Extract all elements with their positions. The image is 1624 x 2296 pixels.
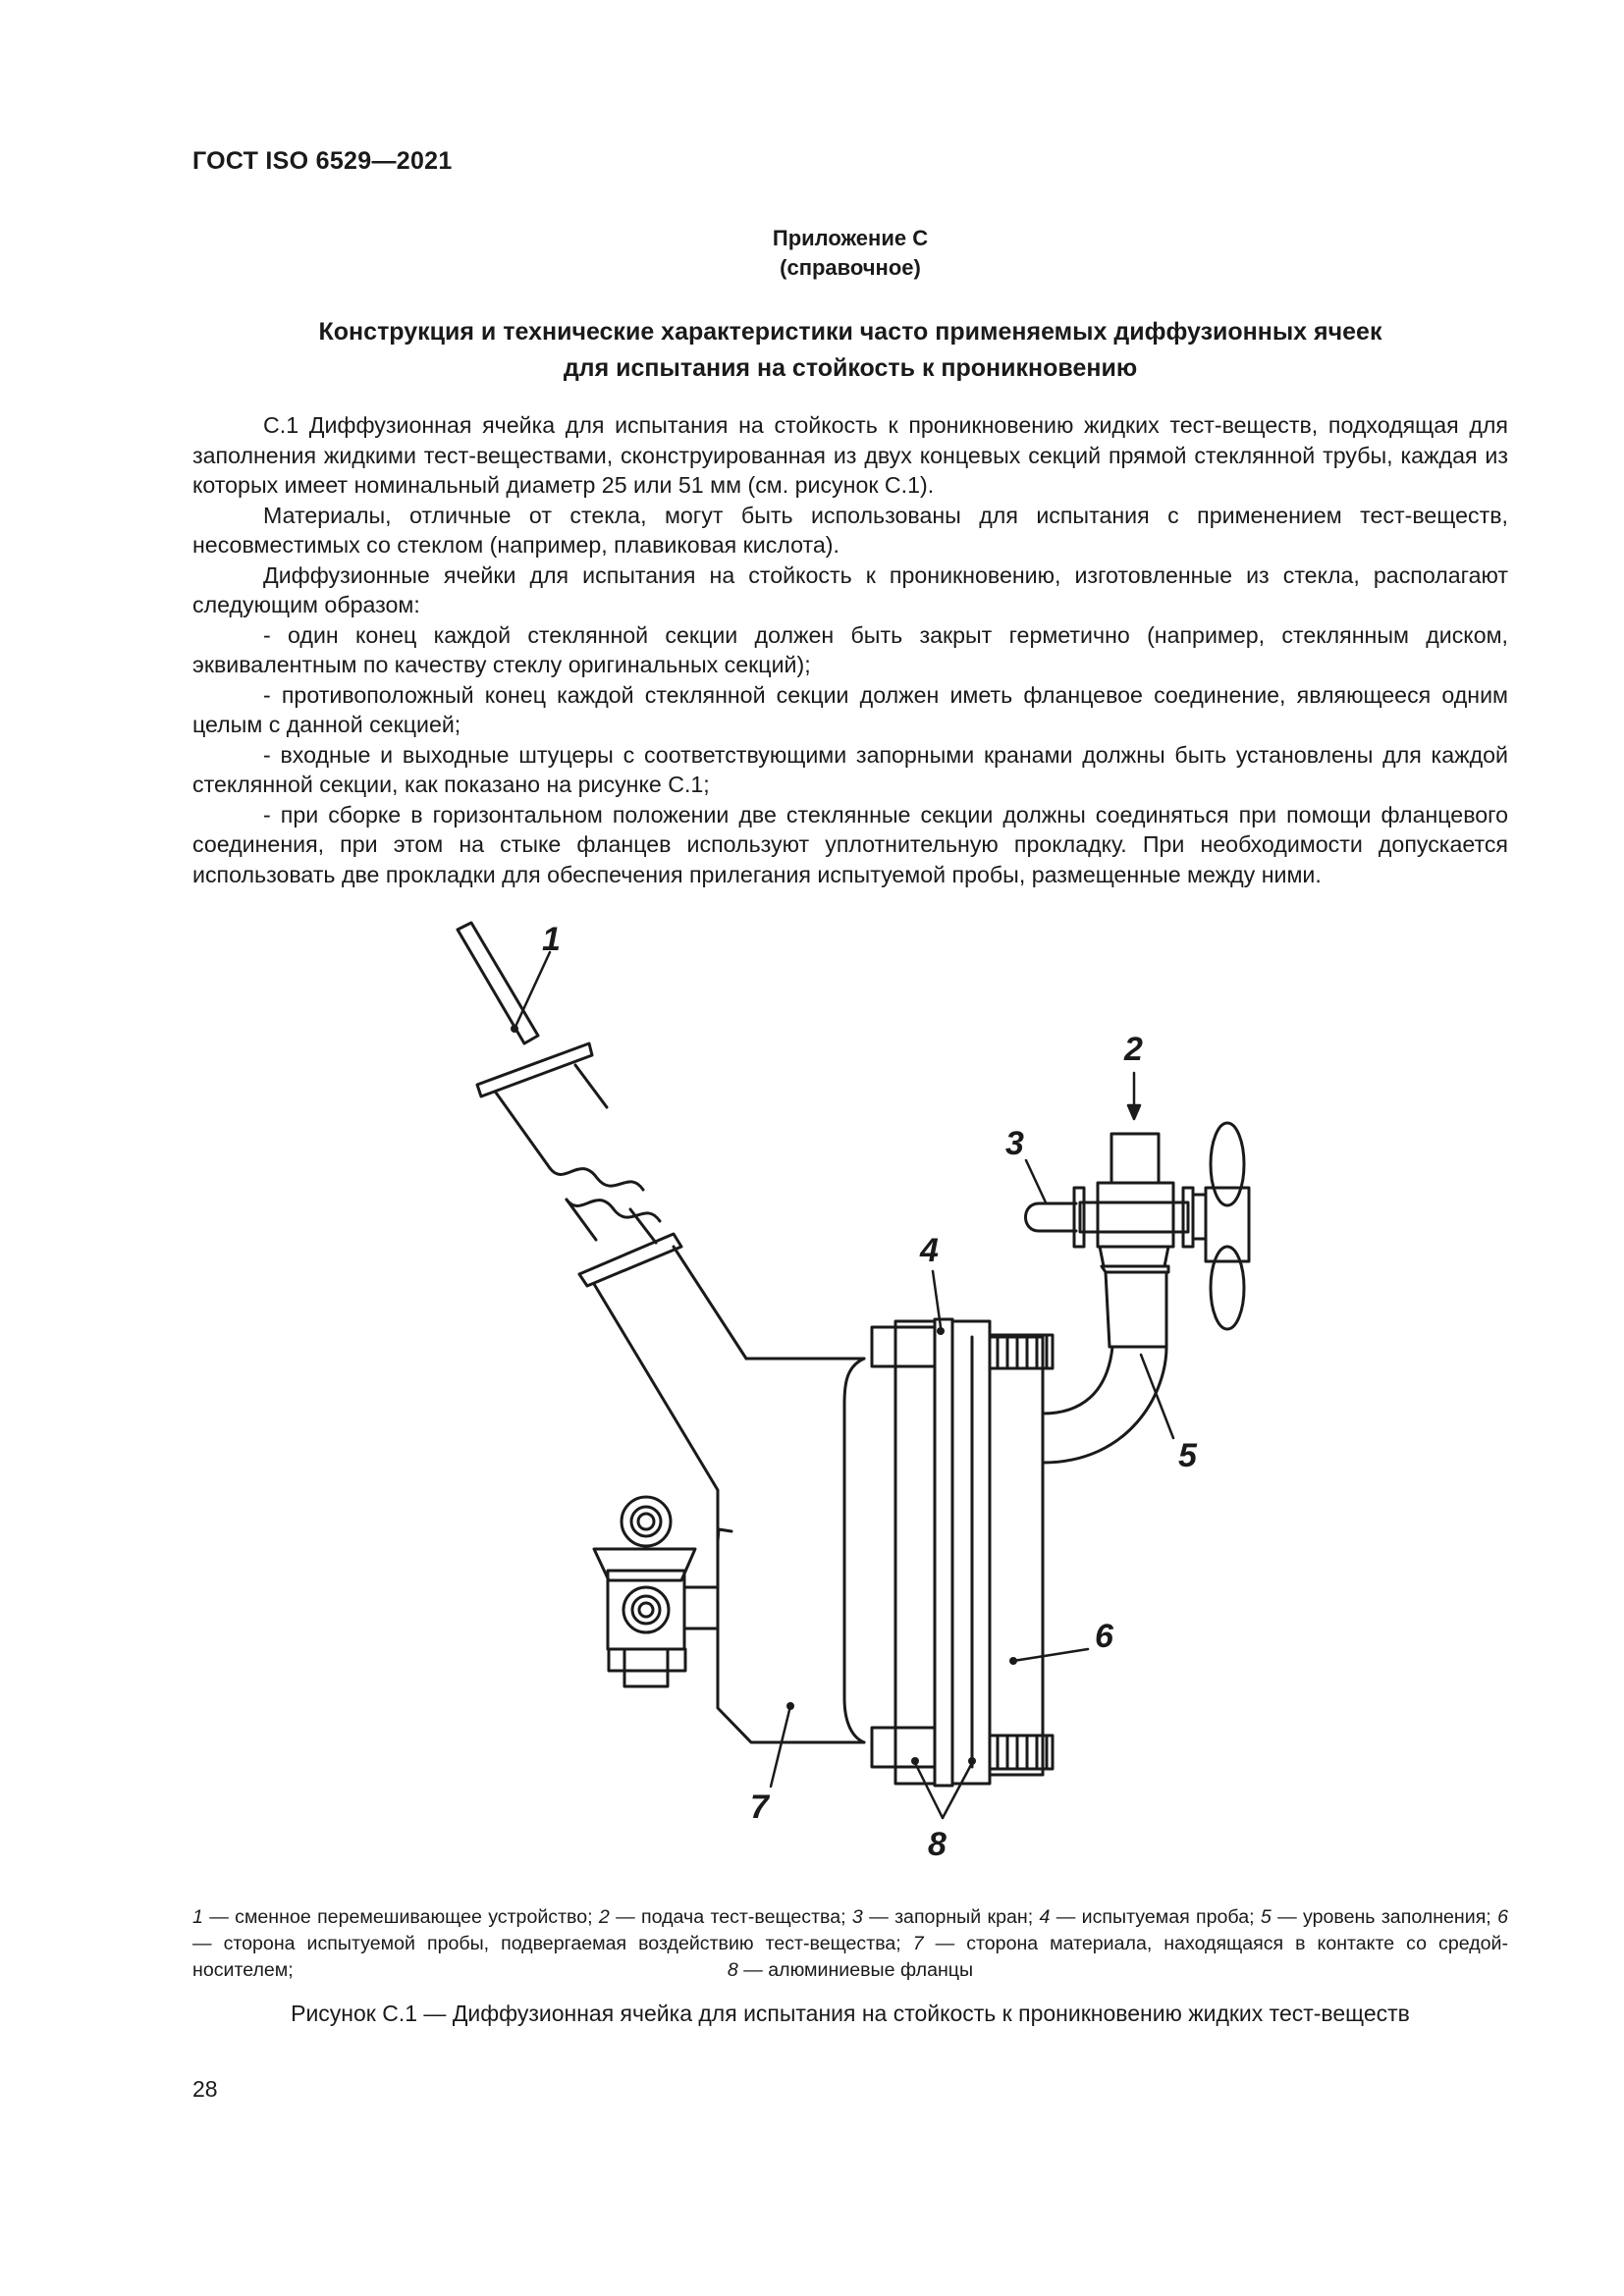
body-text xyxy=(192,410,1508,889)
aluminium-flanges xyxy=(872,1321,990,1784)
appendix-title xyxy=(192,314,1508,387)
legend-num-6: 6 xyxy=(1497,1906,1508,1928)
list-item-fittings: - входные и выходные штуцеры с соответствующими запорными кранами должны быть установлены для каждой стеклянной секции, как показано на рисунке С.1; xyxy=(192,741,1508,797)
callout-1: 1 xyxy=(542,921,561,958)
material-side-chamber xyxy=(718,1359,864,1742)
legend-num-2: 2 xyxy=(598,1906,610,1928)
appendix-kind: (справочное) xyxy=(780,255,921,280)
inlet-tube xyxy=(594,1247,746,1649)
page-number: 28 xyxy=(192,2076,218,2102)
legend-num-1: 1 xyxy=(192,1906,203,1928)
legend-num-7: 7 xyxy=(912,1933,924,1954)
legend-text-5: — уровень заполнения; xyxy=(1271,1906,1498,1928)
list-item-flange-end: - противоположный конец каждой стеклянной секции должен иметь фланцевое соединение, являющееся одним целым с данной секцией; xyxy=(192,681,1508,737)
sample-side-chamber xyxy=(990,1335,1053,1775)
legend-num-4: 4 xyxy=(1039,1906,1051,1928)
figure-legend-last-line xyxy=(192,1957,1508,1984)
legend-text-8: — алюминиевые фланцы xyxy=(737,1959,974,1981)
appendix-label: Приложение С xyxy=(772,226,929,250)
list-item-assembly: - при сборке в горизонтальном положении две стеклянные секции должны соединяться при помощи фланцевого соединения, при этом на стыке фланцев используют уплотнительную прокладку. При необходимости допускается использовать две прокладки для обеспечения прилегания испытуемой пробы, размещенные между ними. xyxy=(192,801,1508,887)
stirring-device xyxy=(458,923,681,1286)
legend-text-2: — подача тест-вещества; xyxy=(609,1906,852,1928)
legend-text-6: — сторона испытуемой пробы, подвергаемая воздействию тест-вещества; xyxy=(192,1933,913,1954)
standard-header: ГОСТ ISO 6529—2021 xyxy=(192,147,453,175)
test-sample xyxy=(935,1319,952,1786)
paragraph-materials: Материалы, отличные от стекла, могут быть использованы для испытания с применением тест-веществ, несовместимых со стеклом (например, плавиковая кислота). xyxy=(192,502,1508,558)
appendix-title-line2: для испытания на стойкость к проникновению xyxy=(563,354,1138,382)
legend-text-1: — сменное перемешивающее устройство; xyxy=(202,1906,599,1928)
legend-text-3: — запорный кран; xyxy=(862,1906,1040,1928)
legend-num-8: 8 xyxy=(727,1959,738,1981)
legend-num-3: 3 xyxy=(851,1906,863,1928)
callout-8: 8 xyxy=(928,1826,947,1863)
legend-text-4: — испытуемая проба; xyxy=(1050,1906,1261,1928)
top-stopcock xyxy=(1026,1123,1250,1329)
callout-3: 3 xyxy=(1005,1125,1024,1162)
legend-text-7: — сторона материала, находящаяся в контакте со средой-носителем; xyxy=(192,1933,1508,1981)
callout-numbers xyxy=(542,921,1198,1863)
callout-2: 2 xyxy=(1124,1031,1143,1068)
paragraph-arrangement: Диффузионные ячейки для испытания на стойкость к проникновению, изготовленные из стекла, располагают следующим образом: xyxy=(192,561,1508,617)
paragraph-c1: С.1 Диффузионная ячейка для испытания на стойкость к проникновению жидких тест-веществ, подходящая для заполнения жидкими тест-веществами, сконструированная из двух концевых секций прямой стеклянной трубы, каждая из которых имеет номинальный диаметр 25 или 51 мм (см. рисунок С.1). xyxy=(192,412,1508,498)
outlet-elbow xyxy=(1043,1272,1166,1463)
appendix-title-line1: Конструкция и технические характеристики часто применяемых диффузионных ячеек xyxy=(318,318,1382,346)
figure-caption: Рисунок С.1 — Диффузионная ячейка для испытания на стойкость к проникновению жидких тест-веществ xyxy=(291,2001,1410,2026)
callout-7: 7 xyxy=(750,1789,769,1826)
left-stopcock xyxy=(594,1497,718,1686)
leader-dots xyxy=(511,1025,1017,1765)
diffusion-cell-drawing xyxy=(0,903,1624,1904)
figure-c1 xyxy=(0,903,1624,1904)
callout-6: 6 xyxy=(1095,1618,1113,1655)
legend-num-5: 5 xyxy=(1260,1906,1272,1928)
callout-5: 5 xyxy=(1178,1437,1197,1474)
callout-4: 4 xyxy=(920,1232,939,1269)
list-item-sealed-end: - один конец каждой стеклянной секции должен быть закрыт герметично (например, стеклянным диском, эквивалентным по качеству стеклу оригинальных секций); xyxy=(192,621,1508,677)
